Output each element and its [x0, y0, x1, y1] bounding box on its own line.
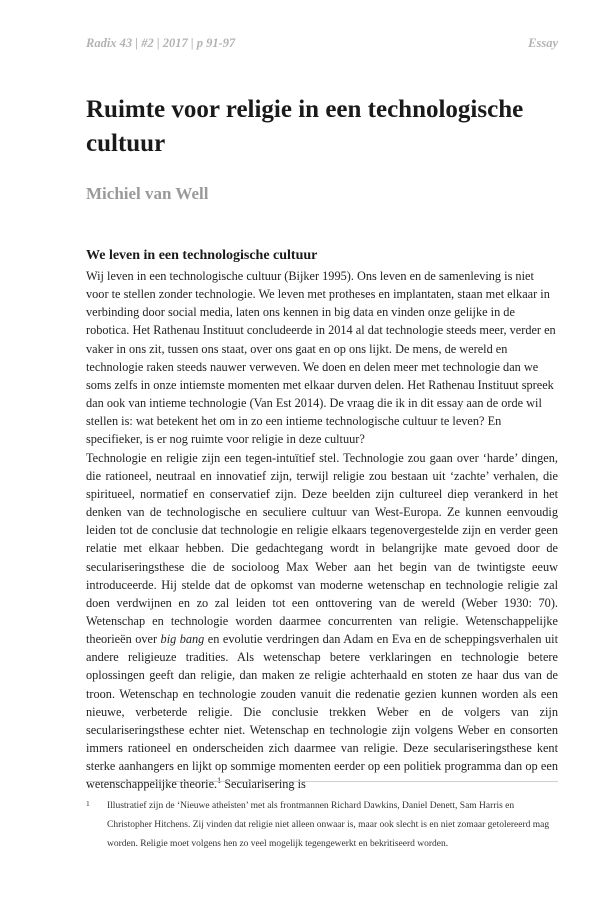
- running-head: [86, 36, 558, 51]
- author-name: Michiel van Well: [86, 184, 209, 203]
- italic-term: big bang: [160, 632, 205, 647]
- footnote-reference[interactable]: 1: [217, 776, 222, 786]
- footnote: [86, 797, 558, 854]
- paragraph-text: Secularisering is: [221, 777, 306, 792]
- footnote-divider: [86, 781, 558, 782]
- paragraph-text: en evolutie verdringen dan Adam en Eva en de scheppingsverhalen uit andere religieuze tradities. Als wetenschap betere verklaringen en technologie betere oplossingen geeft dan religie, dan maken ze religie achterhaald en stoten ze haar dus van de troon. Wetenschap en technologie zouden vanuit die redenatie gezien kunnen worden als een nieuwe, verbeterde religie. Die conclusie trekken Weber en de volgers van zijn seculariseringsthese echter niet. Wetenschap en technologie zijn volgens Weber en consorten immers rationeel en onderscheiden zich daarmee van religie. Deze seculariseringsthese kent sterke aanhangers en lijkt op sommige momenten eerder op een politiek programma dan op een wetenschappelijke theorie.: [86, 632, 558, 792]
- section-label: Essay: [528, 36, 558, 50]
- footnote-number: 1: [86, 799, 90, 808]
- paragraph-text: Technologie en religie zijn een tegen-intuïtief stel. Technologie zou gaan over ‘harde’ dingen, die rationeel, neutraal en innovatief zijn, terwijl religie zou bestaan uit ‘zachte’ verhalen, die spiritueel, normatief en conservatief zijn. Deze beelden zijn cultureel diep verankerd in het denken van de technologische en seculiere cultuur van West-Europa. Ze kunnen eenvoudig leiden tot de conclusie dat technologie en religie elkaars tegenovergestelde zijn en verder geen relatie met elkaar hebben. Die gedachtegang wordt in belangrijke mate gevoed door de seculariseringsthese die de socioloog Max Weber aan het begin van de twintigste eeuw introduceerde. Hij stelde dat de opkomst van moderne wetenschap en technologie religie zal doen verdwijnen en zo zal leiden tot een onttovering van de wereld (Weber 1930: 70). Wetenschap en technologie worden daarmee concurrenten van religie. Wetenschappelijke theorieën over: [86, 450, 558, 647]
- paragraph: [86, 449, 558, 794]
- journal-citation: Radix 43 | #2 | 2017 | p 91-97: [86, 36, 236, 50]
- article-title: Ruimte voor religie in een technologische cultuur: [86, 96, 524, 157]
- section-heading: We leven in een technologische cultuur: [86, 248, 318, 263]
- paragraph: Wij leven in een technologische cultuur (Bijker 1995). Ons leven en de samenleving is niet voor te stellen zonder technologie. We leven met protheses en implantaten, staan met elkaar in verbinding door social media, laten ons kennen in big data en vinden onze gelijke in de robotica. Het Rathenau Instituut concludeerde in 2014 al dat technologie steeds meer, verder en vaker in ons zit, tussen ons staat, over ons gaat en op ons lijkt. De mens, de wereld en technologie raken steeds nauwer verweven. We doen en delen meer met technologie dan we soms zelfs in onze intiemste momenten met elkaar durven delen. Het Rathenau Instituut spreek dan ook van intieme technologie (Van Est 2014). De vraag die ik in dit essay aan de orde wil stellen is: wat betekent het om in zo een intieme technologische cultuur te leven? En specifieker, is er nog ruimte voor religie in deze cultuur?: [86, 269, 556, 447]
- footnote-text: Illustratief zijn de ‘Nieuwe atheïsten’ met als frontmannen Richard Dawkins, Daniel Denett, Sam Harris en Christopher Hitchens. Zij vinden dat religie niet alleen onwaar is, maar ook slecht is en niet zomaar getolereerd mag worden. Religie moet volgens hen zo veel mogelijk tegengewerkt en bekritiseerd worden.: [107, 801, 550, 849]
- body-text: [86, 267, 558, 794]
